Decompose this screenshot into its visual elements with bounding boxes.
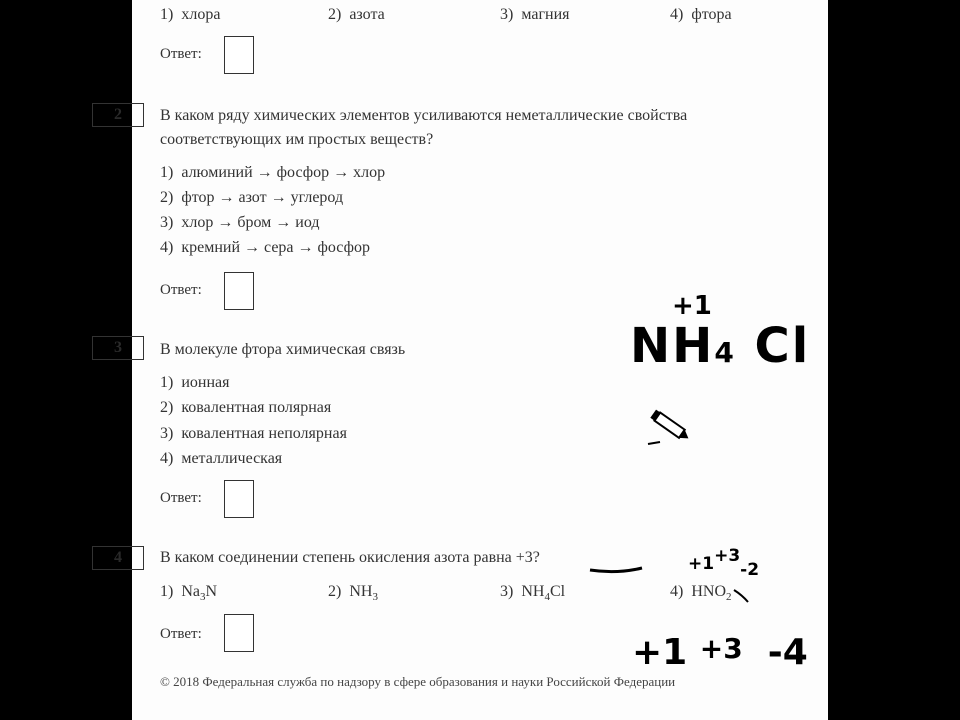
q4-option-3[interactable]: 3) $NH_4Cl$: [500, 583, 566, 604]
worksheet-page: [114, 0, 828, 720]
q2-question-line2: соответствующих им простых веществ?: [160, 131, 434, 148]
q2-number-box: 2: [92, 103, 144, 127]
q1-option-3[interactable]: 3) магния: [500, 6, 570, 23]
q2-option-2[interactable]: 2) фтор → азот → углерод: [160, 189, 344, 206]
pencil-cursor-icon: [646, 406, 692, 446]
q2-question-line1: В каком ряду химических элементов усиливаются неметаллические свойства: [160, 107, 688, 124]
q3-option-4[interactable]: 4) металлическая: [160, 450, 283, 467]
q4-option-4[interactable]: 4) $HNO_2$: [670, 583, 732, 604]
q4-question: В каком соединении степень окисления азота равна +3?: [160, 549, 540, 566]
q2-option-4[interactable]: 4) кремний → сера → фосфор: [160, 239, 370, 256]
q2-answer-label: Ответ:: [160, 282, 202, 298]
q3-option-2[interactable]: 2) ковалентная полярная: [160, 399, 332, 416]
q4-answer-label: Ответ:: [160, 626, 202, 642]
q3-option-3[interactable]: 3) ковалентная неполярная: [160, 425, 347, 442]
q3-answer-label: Ответ:: [160, 490, 202, 506]
q4-option-2[interactable]: 2) $NH_3$: [328, 583, 378, 604]
copyright-footer: © 2018 Федеральная служба по надзору в сфере образования и науки Российской Федерации: [160, 674, 676, 689]
hand-charge-plus1: +1: [672, 291, 712, 321]
q2-option-3[interactable]: 3) хлор → бром → иод: [160, 214, 320, 231]
q4-option-1[interactable]: 1) $Na_3N$: [160, 583, 218, 604]
q3-question: В молекуле фтора химическая связь: [160, 341, 406, 358]
hand-hno2-charges: +1+3-2: [688, 546, 760, 580]
hand-bottom-sum: +1 +3 -4: [632, 632, 808, 673]
q2-option-1[interactable]: 1) алюминий → фосфор → хлор: [160, 164, 386, 181]
q1-answer-label: Ответ:: [160, 46, 202, 62]
q1-option-4[interactable]: 4) фтора: [670, 6, 732, 23]
q3-number-box: 3: [92, 336, 144, 360]
q4-number-box: 4: [92, 546, 144, 570]
q1-option-2[interactable]: 2) азота: [328, 6, 385, 23]
hand-formula-nh4cl: NH4 Cl: [630, 318, 811, 374]
q3-option-1[interactable]: 1) ионная: [160, 374, 230, 391]
pointer-stroke: [734, 590, 748, 602]
underline-mark: [590, 568, 642, 572]
q1-option-1[interactable]: 1) хлора: [160, 6, 221, 23]
